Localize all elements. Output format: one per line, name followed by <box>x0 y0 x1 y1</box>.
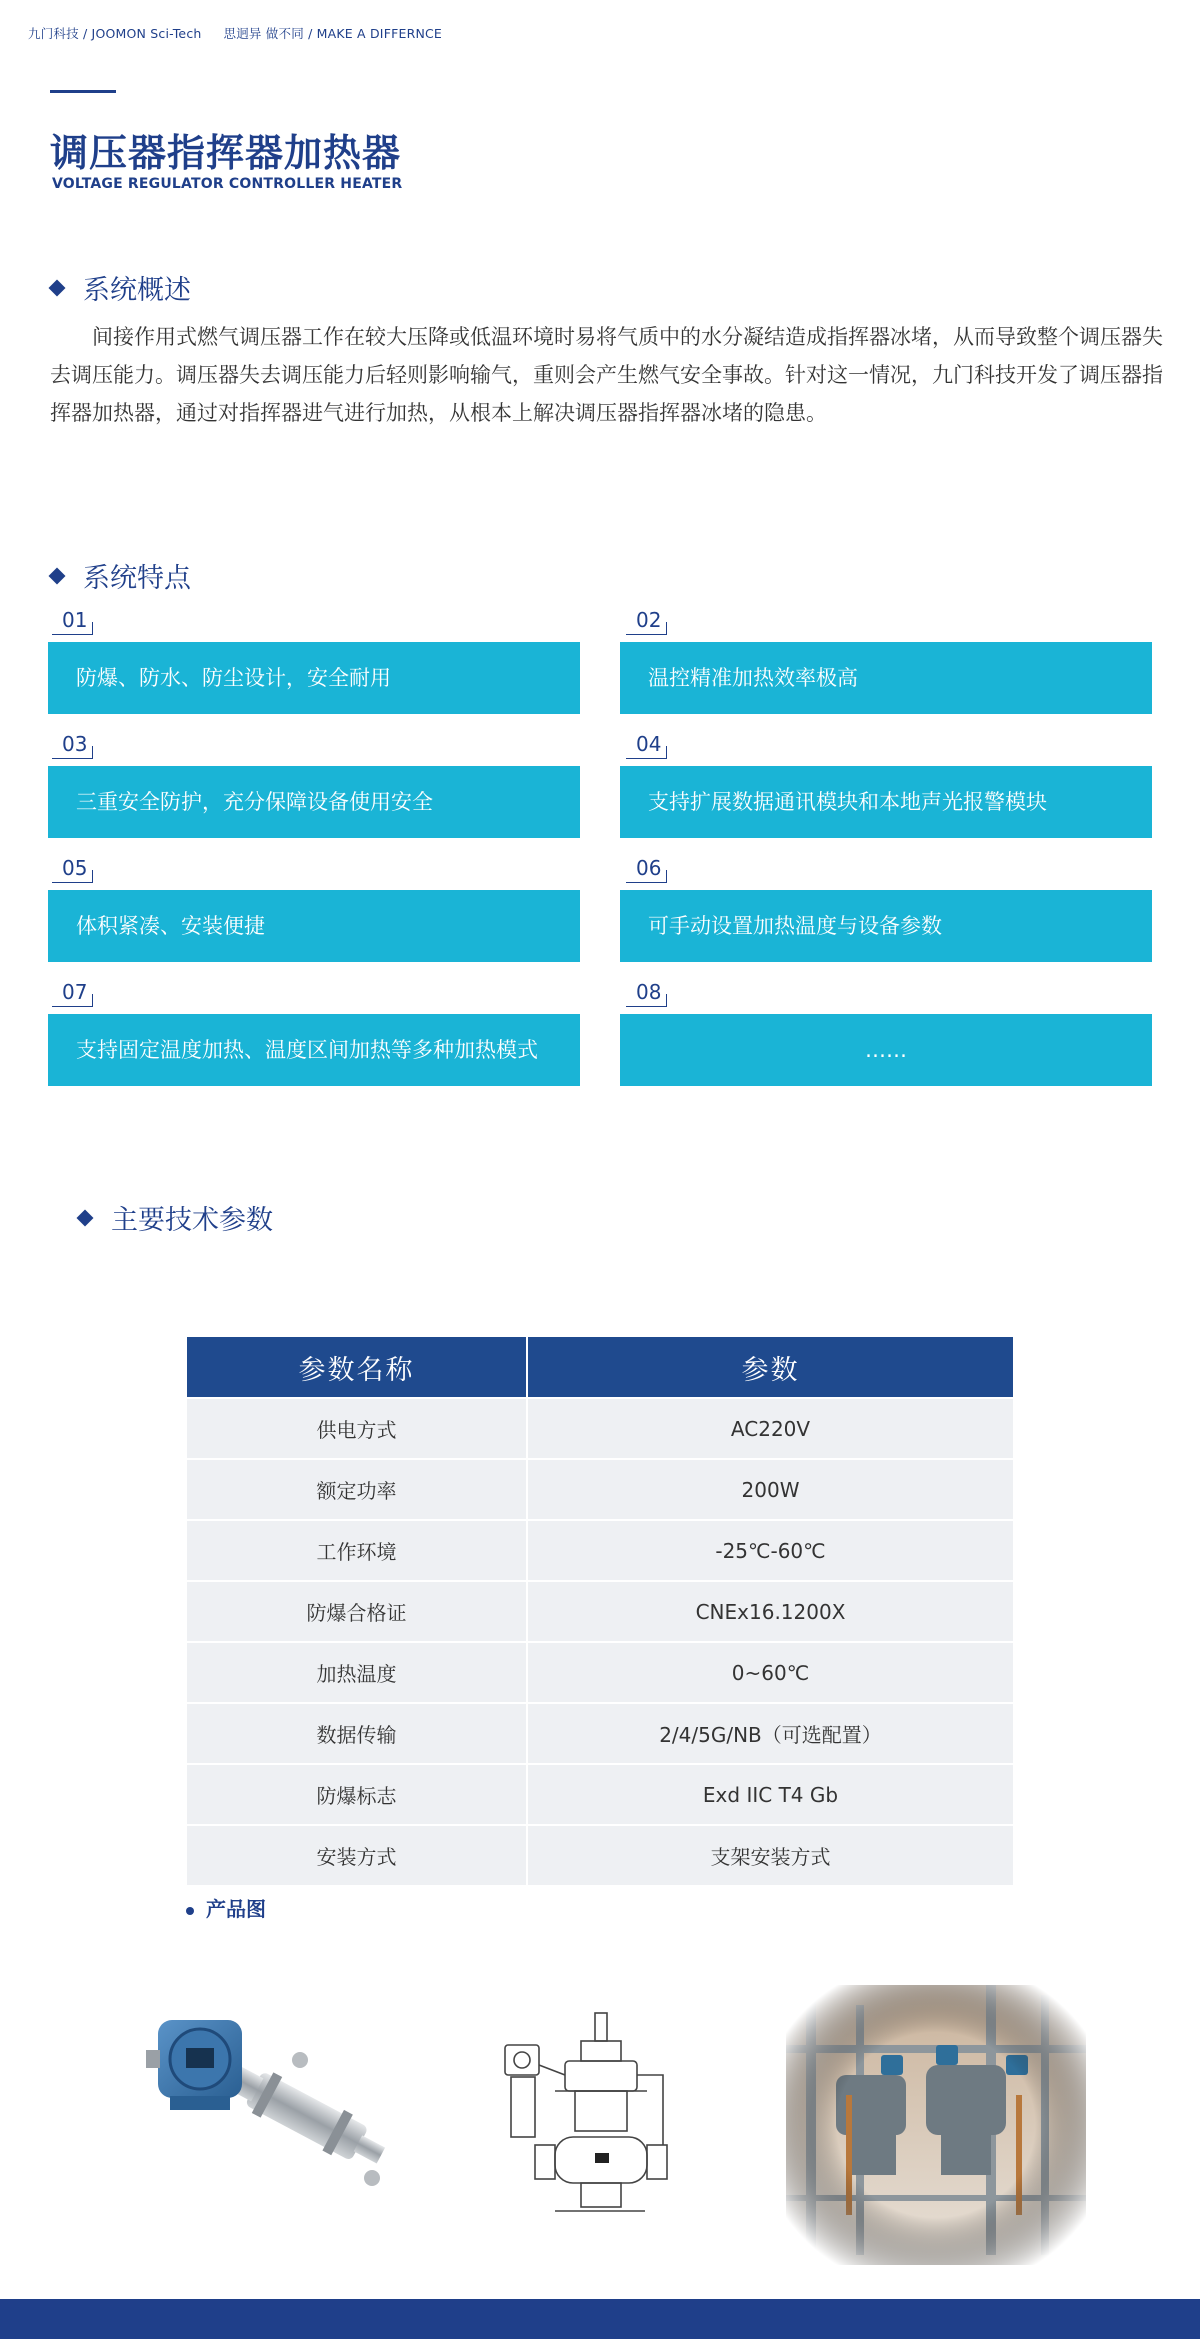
page-subtitle: VOLTAGE REGULATOR CONTROLLER HEATER <box>52 176 403 192</box>
features-heading <box>48 556 191 595</box>
table-row <box>187 1825 1013 1885</box>
diamond-bullet-icon <box>77 1209 94 1226</box>
heater-product-image <box>140 2000 400 2200</box>
feature-number-bracket <box>52 746 93 759</box>
table-row <box>187 1764 1013 1825</box>
param-value: 支架安装方式 <box>527 1825 1013 1885</box>
title-accent-bar <box>50 90 116 93</box>
param-value: -25℃-60℃ <box>527 1520 1013 1581</box>
param-value: 2/4/5G/NB（可选配置） <box>527 1703 1013 1764</box>
feature-item <box>620 890 1152 962</box>
column-header-name: 参数名称 <box>187 1337 527 1398</box>
feature-item <box>620 642 1152 714</box>
feature-text: …… <box>865 1038 907 1062</box>
param-name: 加热温度 <box>187 1642 527 1703</box>
feature-number: 06 <box>636 856 662 880</box>
table-row <box>187 1398 1013 1459</box>
table-row <box>187 1703 1013 1764</box>
overview-text: 间接作用式燃气调压器工作在较大压降或低温环境时易将气质中的水分凝结造成指挥器冰堵，从而导致整个调压器失去调压能力。调压器失去调压能力后轻则影响输气，重则会产生燃气安全事故。针对这一情况，九门科技开发了调压器指挥器加热器，通过对指挥器进气进行加热，从根本上解决调压器指挥器冰堵的隐患。 <box>50 325 1163 425</box>
page-title: 调压器指挥器加热器 <box>50 131 402 175</box>
table-row <box>187 1520 1013 1581</box>
feature-number: 07 <box>62 980 88 1004</box>
feature-number-bracket <box>626 994 667 1007</box>
feature-number-bracket <box>52 994 93 1007</box>
param-name: 工作环境 <box>187 1520 527 1581</box>
feature-text: 防爆、防水、防尘设计，安全耐用 <box>76 666 391 690</box>
params-heading-text: 主要技术参数 <box>111 1205 273 1236</box>
feature-number: 04 <box>636 732 662 756</box>
table-row <box>187 1581 1013 1642</box>
diamond-bullet-icon <box>49 279 66 296</box>
footer-bar <box>0 2299 1200 2339</box>
slogan-text: 思迥异 做不同 / MAKE A DIFFERNCE <box>223 26 443 41</box>
feature-text: 支持扩展数据通讯模块和本地声光报警模块 <box>648 790 1047 814</box>
regulator-drawing-image <box>495 2005 675 2220</box>
feature-number-bracket <box>52 870 93 883</box>
table-row <box>187 1459 1013 1520</box>
overview-heading <box>48 268 191 307</box>
feature-item <box>620 1014 1152 1086</box>
feature-item <box>48 766 580 838</box>
column-header-value: 参数 <box>527 1337 1013 1398</box>
param-value: CNEx16.1200X <box>527 1581 1013 1642</box>
feature-number-bracket <box>626 870 667 883</box>
param-name: 防爆合格证 <box>187 1581 527 1642</box>
feature-number-bracket <box>626 746 667 759</box>
products-label-text: 产品图 <box>206 1897 266 1921</box>
diamond-bullet-icon <box>49 567 66 584</box>
feature-item <box>620 766 1152 838</box>
feature-number-bracket <box>52 622 93 635</box>
overview-heading-text: 系统概述 <box>83 275 191 306</box>
param-name: 防爆标志 <box>187 1764 527 1825</box>
feature-number: 03 <box>62 732 88 756</box>
installation-photo-image <box>786 1985 1086 2265</box>
feature-item <box>48 890 580 962</box>
feature-number: 08 <box>636 980 662 1004</box>
param-value: AC220V <box>527 1398 1013 1459</box>
param-name: 额定功率 <box>187 1459 527 1520</box>
feature-text: 三重安全防护，充分保障设备使用安全 <box>76 790 433 814</box>
table-row <box>187 1642 1013 1703</box>
table-header-row <box>187 1337 1013 1398</box>
top-brand-line <box>28 24 442 42</box>
param-name: 供电方式 <box>187 1398 527 1459</box>
features-heading-text: 系统特点 <box>83 563 191 594</box>
feature-number: 01 <box>62 608 88 632</box>
feature-item <box>48 642 580 714</box>
feature-text: 温控精准加热效率极高 <box>648 666 858 690</box>
feature-text: 支持固定温度加热、温度区间加热等多种加热模式 <box>76 1038 538 1062</box>
feature-number: 02 <box>636 608 662 632</box>
products-label <box>186 1893 266 1922</box>
params-heading <box>76 1198 273 1237</box>
feature-number: 05 <box>62 856 88 880</box>
feature-number-bracket <box>626 622 667 635</box>
dot-bullet-icon <box>186 1907 194 1915</box>
feature-text: 可手动设置加热温度与设备参数 <box>648 914 942 938</box>
params-table <box>187 1337 1013 1885</box>
feature-item <box>48 1014 580 1086</box>
param-name: 安装方式 <box>187 1825 527 1885</box>
brand-text: 九门科技 / JOOMON Sci-Tech <box>28 26 202 41</box>
param-name: 数据传输 <box>187 1703 527 1764</box>
param-value: Exd IIC T4 Gb <box>527 1764 1013 1825</box>
param-value: 200W <box>527 1459 1013 1520</box>
feature-text: 体积紧凑、安装便捷 <box>76 914 265 938</box>
param-value: 0~60℃ <box>527 1642 1013 1703</box>
